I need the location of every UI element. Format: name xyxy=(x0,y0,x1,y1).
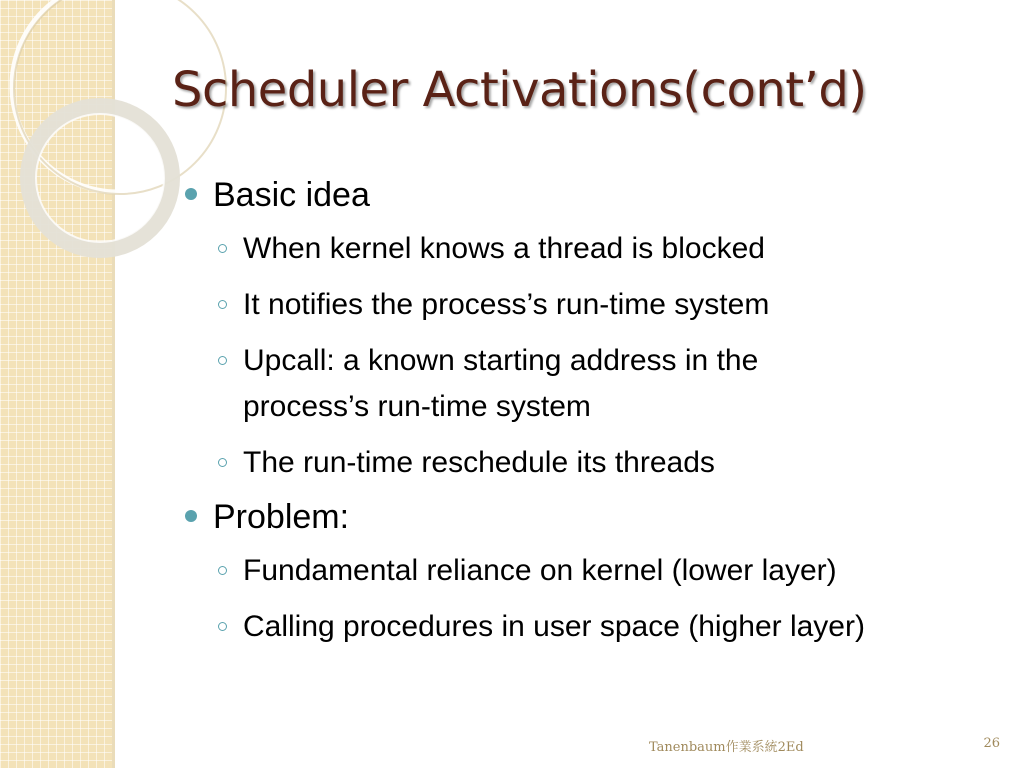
slide-footer: Tanenbaum作業系統2Ed xyxy=(649,740,804,755)
bullet-dot-icon xyxy=(185,510,197,522)
decorative-circles xyxy=(0,0,200,300)
sub-bullet-circle-icon xyxy=(218,458,227,467)
sub-bullet-circle-icon xyxy=(218,622,227,631)
sub-bullet-item xyxy=(185,604,1005,650)
sub-bullet-text: It notifies the process’s run-time system xyxy=(243,288,770,321)
slide-title: Scheduler Activations(cont’d) xyxy=(172,62,867,118)
sub-bullet-text: The run-time reschedule its threads xyxy=(243,446,715,479)
sub-bullet-text: Upcall: a known starting address in the process’s run-time system xyxy=(243,344,759,423)
sub-bullet-text: Fundamental reliance on kernel (lower layer) xyxy=(243,554,837,587)
sub-bullet-circle-icon xyxy=(218,244,227,253)
bullet-text: Basic idea xyxy=(213,176,370,214)
bullet-text: Problem: xyxy=(213,498,350,536)
sub-bullet-circle-icon xyxy=(218,300,227,309)
sub-bullet-item xyxy=(185,440,1005,486)
deco-circle-small-inner xyxy=(36,114,164,242)
sub-bullet-text: Calling procedures in user space (higher layer) xyxy=(243,610,865,643)
sub-bullet-item xyxy=(185,338,1005,430)
sub-bullet-text: When kernel knows a thread is blocked xyxy=(243,232,765,265)
sub-bullet-circle-icon xyxy=(218,356,227,365)
sub-bullet-item xyxy=(185,548,1005,594)
slide-content xyxy=(185,174,1005,660)
sub-bullet-circle-icon xyxy=(218,566,227,575)
bullet-item xyxy=(185,174,1005,216)
deco-circle-small xyxy=(28,106,172,250)
bullet-item xyxy=(185,496,1005,538)
page-number: 26 xyxy=(983,736,1000,751)
sub-bullet-item xyxy=(185,226,1005,272)
bullet-dot-icon xyxy=(185,188,197,200)
sub-bullet-item xyxy=(185,282,1005,328)
